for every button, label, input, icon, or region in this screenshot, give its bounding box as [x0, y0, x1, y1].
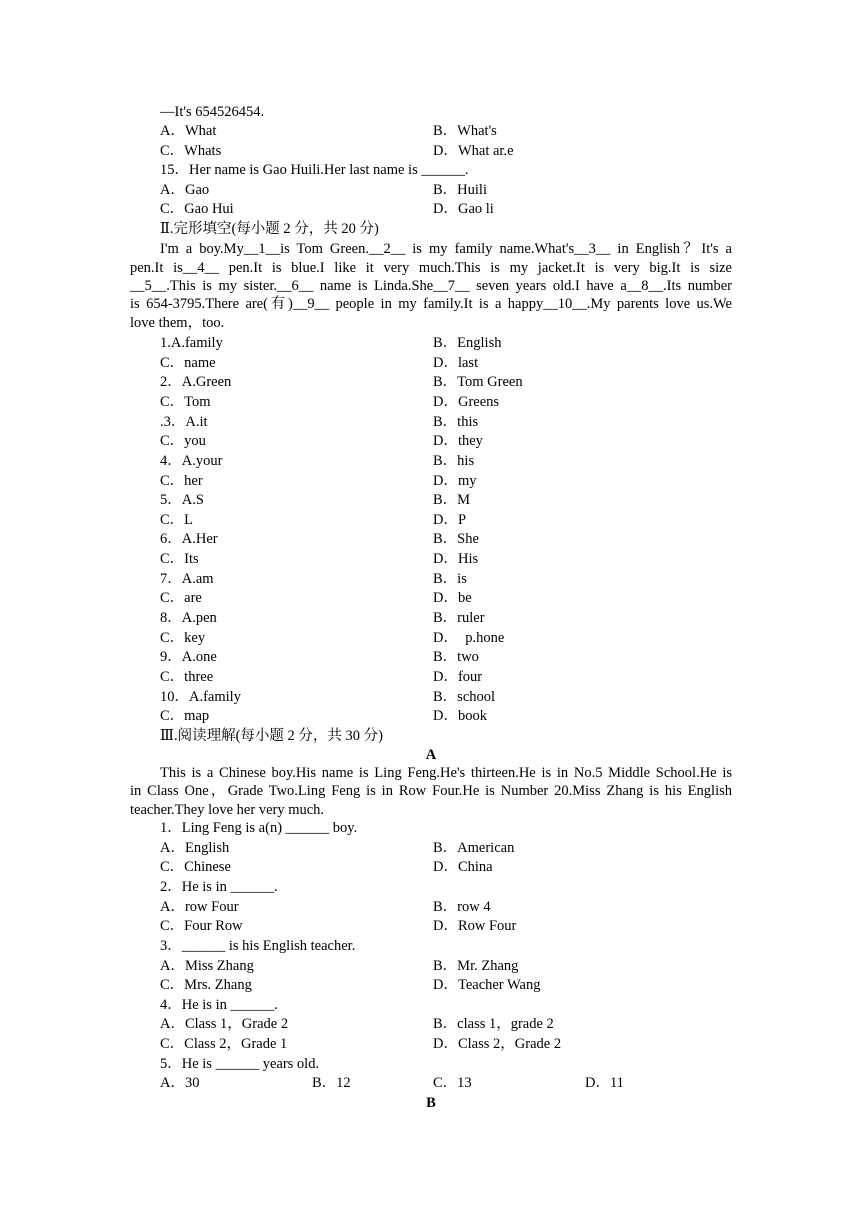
- reading-heading: Ⅲ.阅读理解(每小题 2 分，共 30 分): [160, 728, 384, 744]
- reading-q5-b: B．12: [312, 1075, 351, 1091]
- cloze-q5-a: 5．A.S: [160, 492, 204, 508]
- cloze-q5-c: C．L: [160, 512, 194, 528]
- cloze-q9-c: C．three: [160, 669, 214, 685]
- cloze-passage-line: is 654-3795.There are(有)__9__ people in my family.It is a happy__10__.My parents love us.We: [130, 296, 732, 312]
- cloze-q5-b: B．M: [433, 492, 471, 508]
- cloze-q9-b: B．two: [433, 649, 479, 665]
- reading-q2-a: A．row Four: [160, 899, 239, 915]
- section-a-title: A: [425, 747, 437, 763]
- cloze-q2-b: B．Tom Green: [433, 374, 523, 390]
- cloze-q10-d: D．book: [433, 708, 487, 724]
- q15-option-c: C．Gao Hui: [160, 201, 234, 217]
- reading-q3-a: A．Miss Zhang: [160, 958, 254, 974]
- q14-option-b: B．What's: [433, 123, 497, 139]
- cloze-passage-line: love them，too.: [130, 315, 225, 331]
- reading-q5-stem: 5．He is ______ years old.: [160, 1056, 320, 1072]
- cloze-q6-b: B．She: [433, 531, 479, 547]
- q14-option-a: A．What: [160, 123, 217, 139]
- section-b-title: B: [426, 1095, 436, 1111]
- cloze-q4-d: D．my: [433, 473, 477, 489]
- reading-passage-line: teacher.They love her very much.: [130, 802, 325, 818]
- cloze-q6-d: D．His: [433, 551, 479, 567]
- reading-q2-c: C．Four Row: [160, 918, 243, 934]
- reading-q3-c: C．Mrs. Zhang: [160, 977, 252, 993]
- reading-q1-a: A．English: [160, 840, 230, 856]
- reading-q1-c: C．Chinese: [160, 859, 231, 875]
- cloze-q4-b: B．his: [433, 453, 475, 469]
- q15-option-d: D．Gao li: [433, 201, 494, 217]
- reading-q4-d: D．Class 2，Grade 2: [433, 1036, 562, 1052]
- reading-q2-b: B．row 4: [433, 899, 491, 915]
- q15-option-a: A．Gao: [160, 182, 210, 198]
- q15-option-b: B．Huili: [433, 182, 487, 198]
- cloze-q1-a: 1.A.family: [160, 335, 223, 351]
- reading-q5-d: D．11: [585, 1075, 624, 1091]
- cloze-q6-a: 6．A.Her: [160, 531, 218, 547]
- reading-passage-line: This is a Chinese boy.His name is Ling Feng.He's thirteen.He is in No.5 Middle School.He is: [160, 765, 732, 781]
- reading-q4-b: B．class 1，grade 2: [433, 1016, 554, 1032]
- reading-q4-stem: 4．He is in ______.: [160, 997, 278, 1013]
- cloze-passage-line: I'm a boy.My__1__is Tom Green.__2__ is my family name.What's__3__ in English？It's a: [160, 241, 732, 257]
- cloze-q3-b: B．this: [433, 414, 479, 430]
- cloze-q2-a: 2．A.Green: [160, 374, 232, 390]
- reading-q1-d: D．China: [433, 859, 493, 875]
- cloze-q1-c: C．name: [160, 355, 216, 371]
- q14-option-d: D．What ar.e: [433, 143, 514, 159]
- cloze-q7-c: C．are: [160, 590, 202, 606]
- reading-q1-stem: 1．Ling Feng is a(n) ______ boy.: [160, 820, 358, 836]
- q14-option-c: C．Whats: [160, 143, 222, 159]
- q15-stem: 15．Her name is Gao Huili.Her last name is ______.: [160, 162, 469, 178]
- cloze-q10-c: C．map: [160, 708, 210, 724]
- cloze-q8-b: B．ruler: [433, 610, 485, 626]
- cloze-q10-a: 10．A.family: [160, 689, 241, 705]
- cloze-q6-c: C．Its: [160, 551, 199, 567]
- reading-q2-d: D．Row Four: [433, 918, 517, 934]
- reading-q3-stem: 3．______ is his English teacher.: [160, 938, 356, 954]
- cloze-q9-a: 9．A.one: [160, 649, 217, 665]
- cloze-passage-line: pen.It is__4__ pen.It is blue.I like it very much.This is my jacket.It is very big.It is size: [130, 260, 732, 276]
- cloze-q4-c: C．her: [160, 473, 203, 489]
- reading-q5-a: A．30: [160, 1075, 200, 1091]
- reading-q5-c: C．13: [433, 1075, 472, 1091]
- reading-q4-a: A．Class 1，Grade 2: [160, 1016, 289, 1032]
- reading-q2-stem: 2．He is in ______.: [160, 879, 278, 895]
- cloze-q1-b: B．English: [433, 335, 502, 351]
- cloze-q8-d: D． p.hone: [433, 630, 505, 646]
- cloze-heading: Ⅱ.完形填空(每小题 2 分，共 20 分): [160, 221, 379, 237]
- reading-q1-b: B．American: [433, 840, 515, 856]
- cloze-q3-d: D．they: [433, 433, 483, 449]
- cloze-q7-d: D．be: [433, 590, 472, 606]
- cloze-q7-a: 7．A.am: [160, 571, 214, 587]
- cloze-q2-c: C．Tom: [160, 394, 211, 410]
- cloze-q1-d: D．last: [433, 355, 479, 371]
- cloze-q7-b: B．is: [433, 571, 467, 587]
- cloze-q8-a: 8．A.pen: [160, 610, 217, 626]
- cloze-passage-line: __5__.This is my sister.__6__ name is Linda.She__7__ seven years old.I have a__8__.Its number: [130, 278, 732, 294]
- cloze-q5-d: D．P: [433, 512, 467, 528]
- cloze-q10-b: B．school: [433, 689, 496, 705]
- cloze-q4-a: 4．A.your: [160, 453, 223, 469]
- cloze-q3-c: C．you: [160, 433, 206, 449]
- cloze-q2-d: D．Greens: [433, 394, 500, 410]
- cloze-q8-c: C．key: [160, 630, 206, 646]
- reading-passage-line: in Class One，Grade Two.Ling Feng is in Row Four.He is Number 20.Miss Zhang is his English: [130, 783, 732, 799]
- reading-q3-d: D．Teacher Wang: [433, 977, 541, 993]
- reading-q4-c: C．Class 2，Grade 1: [160, 1036, 288, 1052]
- reading-q3-b: B．Mr. Zhang: [433, 958, 519, 974]
- answer-line: —It's 654526454.: [160, 104, 265, 120]
- cloze-q9-d: D．four: [433, 669, 483, 685]
- cloze-q3-a: .3．A.it: [160, 414, 208, 430]
